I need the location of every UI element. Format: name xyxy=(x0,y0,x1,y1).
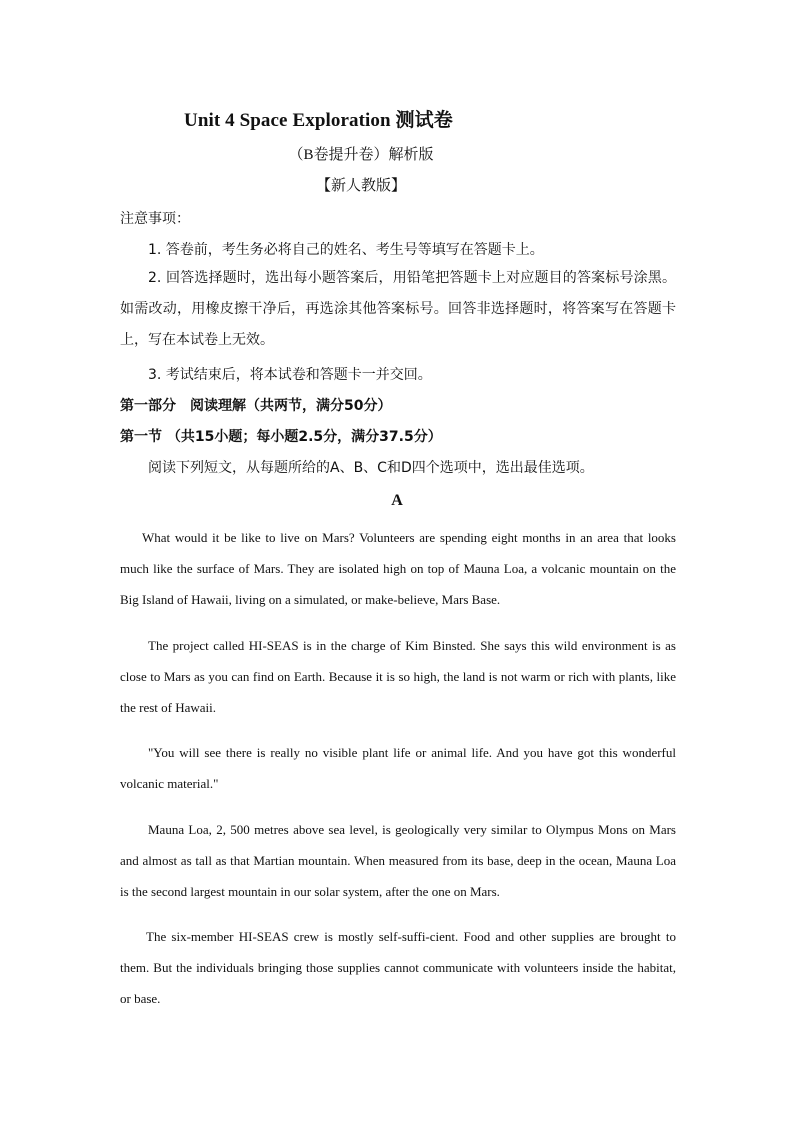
passage-letter: A xyxy=(391,492,403,509)
passage-paragraph-3: "You will see there is really no visible plant life or animal life. And you have got this wonderful volcanic material." xyxy=(120,745,676,791)
edition-text: 【新人教版】 xyxy=(315,178,406,194)
notice-item-1: 1. 答卷前，考生务必将自己的姓名、考生号等填写在答题卡上。 xyxy=(148,242,544,258)
notice-heading: 注意事项： xyxy=(120,211,190,227)
document-subtitle xyxy=(0,143,794,164)
document-title: Unit 4 Space Exploration 测试卷 xyxy=(184,110,453,131)
passage-paragraph-5: The six-member HI-SEAS crew is mostly self-suffi-cient. Food and other supplies are brought to them. But the individuals bringing those supplies cannot communicate with volunteers inside the habitat, or base. xyxy=(120,929,676,1006)
edition-label xyxy=(0,174,794,195)
passage-paragraph-1: What would it be like to live on Mars? Volunteers are spending eight months in an area that looks much like the surface of Mars. They are isolated high on top of Mauna Loa, a volcanic mountain on the Big Island of Hawaii, living on a simulated, or make-believe, Mars Base. xyxy=(120,530,676,607)
section1-heading: 第一节 （共15小题；每小题2.5分，满分37.5分） xyxy=(120,429,442,445)
subtitle-text: （B卷提升卷）解析版 xyxy=(288,147,434,163)
instruction-text: 阅读下列短文，从每题所给的A、B、C和D四个选项中，选出最佳选项。 xyxy=(148,460,594,476)
notice-item-3: 3. 考试结束后，将本试卷和答题卡一并交回。 xyxy=(148,367,432,383)
part1-heading: 第一部分 阅读理解（共两节，满分50分） xyxy=(120,398,392,414)
notice-item-2: 2. 回答选择题时，选出每小题答案后，用铅笔把答题卡上对应题目的答案标号涂黑。如需改动，用橡皮擦干净后，再选涂其他答案标号。回答非选择题时，将答案写在答题卡上，写在本试卷上无效。 xyxy=(120,270,676,348)
passage-paragraph-2: The project called HI-SEAS is in the charge of Kim Binsted. She says this wild environment is as close to Mars as you can find on Earth. Because it is so high, the land is not warm or rich with plants, like the rest of Hawaii. xyxy=(120,638,676,715)
passage-paragraph-4: Mauna Loa, 2, 500 metres above sea level, is geologically very similar to Olympus Mons on Mars and almost as tall as that Martian mountain. When measured from its base, deep in the ocean, Mauna Loa is the second largest mountain in our solar system, after the one on Mars. xyxy=(120,822,676,899)
